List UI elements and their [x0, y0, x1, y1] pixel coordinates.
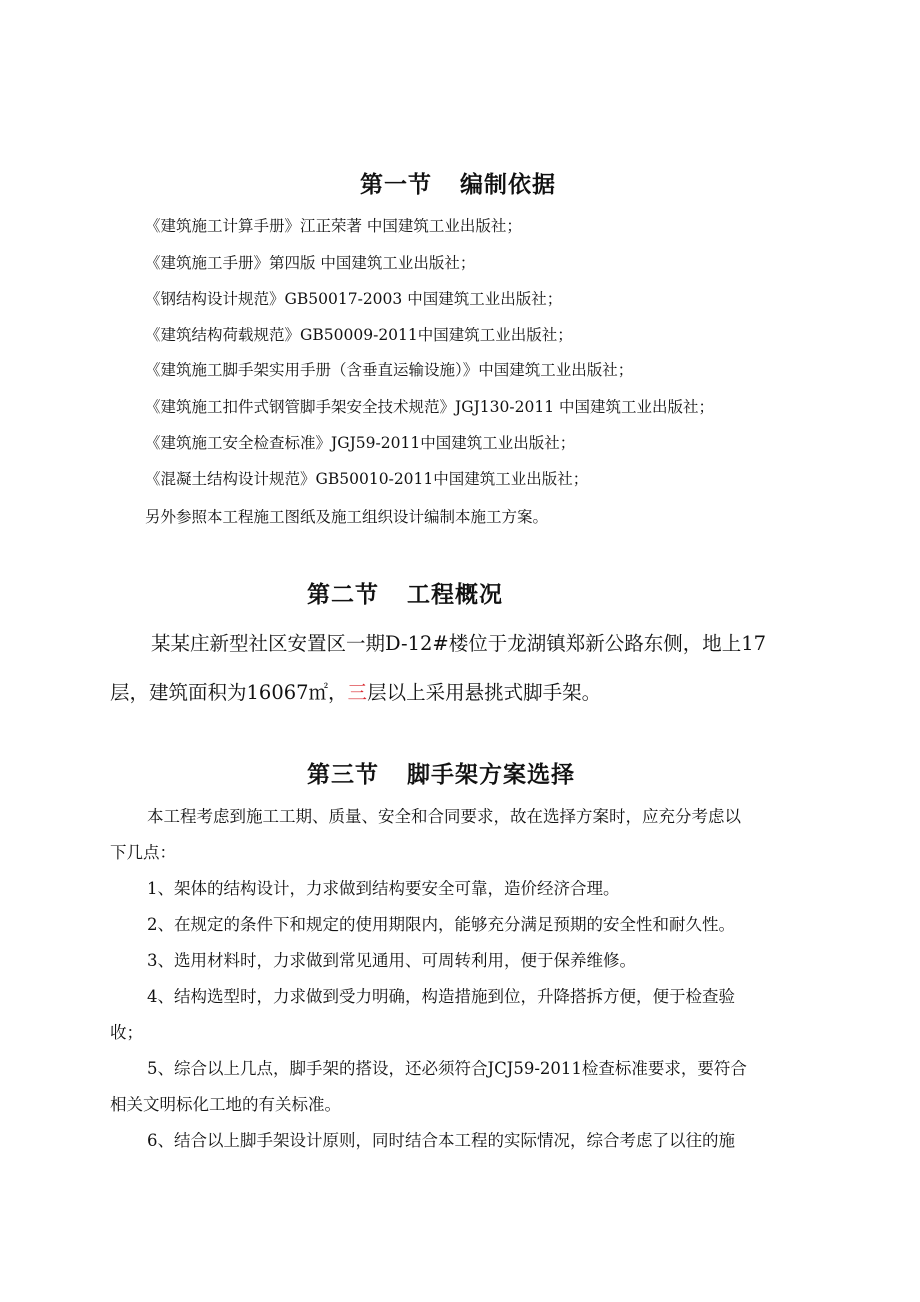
reference-item: 《建筑施工计算手册》江正荣著 中国建筑工业出版社； [145, 217, 522, 235]
section-1-title: 编制依据 [460, 171, 556, 198]
reference-item: 《钢结构设计规范》GB50017-2003 中国建筑工业出版社； [145, 290, 563, 308]
reference-note: 另外参照本工程施工图纸及施工组织设计编制本施工方案。 [145, 508, 549, 526]
overview-text-after: 层以上采用悬挑式脚手架。 [367, 681, 602, 704]
scheme-line: 下几点： [110, 843, 176, 862]
reference-item: 《建筑施工脚手架实用手册（含垂直运输设施）》中国建筑工业出版社； [145, 361, 634, 379]
scheme-line: 相关文明标化工地的有关标准。 [110, 1095, 341, 1114]
section-2-number: 第二节 [307, 581, 379, 608]
scheme-line: 4、结构选型时，力求做到受力明确，构造措施到位，升降搭拆方便，便于检查验 [147, 987, 735, 1006]
overview-line-2 [110, 679, 601, 707]
overview-line-1: 某某庄新型社区安置区一期D-12#楼位于龙湖镇郑新公路东侧，地上17 [151, 632, 767, 655]
overview-highlight: 三 [347, 681, 368, 704]
scheme-line: 5、综合以上几点，脚手架的搭设，还必须符合JCJ59-2011检查标准要求，要符合 [147, 1059, 747, 1078]
scheme-line: 收； [110, 1023, 143, 1042]
section-1-number: 第一节 [360, 171, 432, 198]
section-3-number: 第三节 [307, 761, 379, 788]
section-1-heading [360, 170, 556, 200]
section-2-title: 工程概况 [407, 581, 503, 608]
scheme-line: 1、架体的结构设计，力求做到结构要安全可靠，造价经济合理。 [147, 879, 620, 898]
scheme-line: 6、结合以上脚手架设计原则，同时结合本工程的实际情况，综合考虑了以往的施 [147, 1131, 735, 1150]
reference-item: 《建筑施工安全检查标准》JGJ59-2011中国建筑工业出版社； [145, 434, 576, 452]
section-3-title: 脚手架方案选择 [407, 761, 575, 788]
scheme-line: 3、选用材料时，力求做到常见通用、可周转利用，便于保养维修。 [147, 951, 636, 970]
reference-item: 《建筑结构荷载规范》GB50009-2011中国建筑工业出版社； [145, 326, 573, 344]
overview-text-before: 层，建筑面积为16067㎡， [110, 681, 348, 704]
scheme-line: 本工程考虑到施工工期、质量、安全和合同要求，故在选择方案时，应充分考虑以 [147, 807, 741, 826]
reference-item: 《混凝土结构设计规范》GB50010-2011中国建筑工业出版社； [145, 470, 589, 488]
section-3-heading [307, 760, 575, 790]
scheme-line: 2、在规定的条件下和规定的使用期限内，能够充分满足预期的安全性和耐久性。 [147, 915, 735, 934]
reference-item: 《建筑施工扣件式钢管脚手架安全技术规范》JGJ130-2011 中国建筑工业出版社； [145, 398, 715, 416]
section-2-heading [307, 580, 503, 610]
reference-item: 《建筑施工手册》第四版 中国建筑工业出版社； [145, 254, 476, 272]
